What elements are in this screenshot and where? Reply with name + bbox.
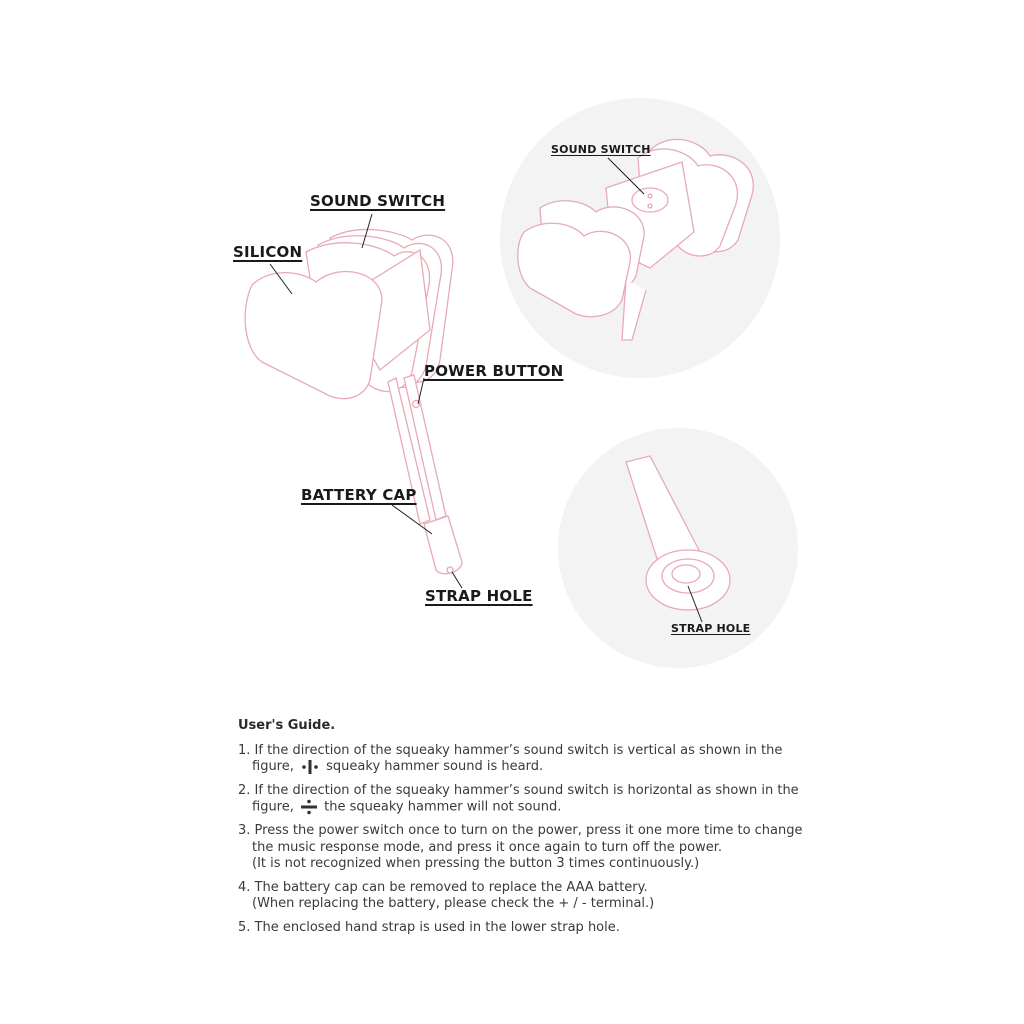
guide-item-1 [238,743,818,776]
guide-item-4 [238,880,818,913]
guide-item-3 [238,823,818,873]
guide-item-text: (It is not recognized when pressing the button 3 times continuously.) [252,856,700,871]
guide-item-text: the squeaky hammer will not sound. [324,799,562,815]
guide-item-text: figure, [252,799,294,815]
guide-item-text: figure, [252,759,294,774]
guide-item-text: 4. The battery cap can be removed to replace the AAA battery. [238,879,648,895]
hammer-illustration [245,229,462,573]
guide-item-text: 3. Press the power switch once to turn on the power, press it one more time to change [238,823,803,838]
guide-title: User's Guide. [238,718,336,733]
sound-switch-label: SOUND SWITCH [310,192,446,210]
guide-item-text: 2. If the direction of the squeaky hammer’s sound switch is horizontal as shown in the [238,782,799,798]
users-guide [238,718,818,943]
horizontal-switch-icon [301,799,317,815]
silicon-label: SILICON [233,243,303,261]
strap-hole-detail-label: STRAP HOLE [671,622,751,635]
sound-switch-detail-label: SOUND SWITCH [551,143,651,156]
battery-cap-label: BATTERY CAP [301,486,417,504]
guide-item-text: 1. If the direction of the squeaky hammer’s sound switch is vertical as shown in the [238,742,783,758]
vertical-switch-icon [301,760,319,774]
power-button-label: POWER BUTTON [424,362,564,380]
strap-hole-label: STRAP HOLE [425,587,533,605]
guide-item-text: the music response mode, and press it once again to turn off the power. [252,839,723,855]
guide-item-2 [238,783,818,817]
guide-item-text: squeaky hammer sound is heard. [326,759,544,774]
guide-item-5 [238,920,818,937]
guide-item-text: 5. The enclosed hand strap is used in the lower strap hole. [238,919,620,935]
guide-item-text: (When replacing the battery, please check the + / - terminal.) [252,896,655,911]
